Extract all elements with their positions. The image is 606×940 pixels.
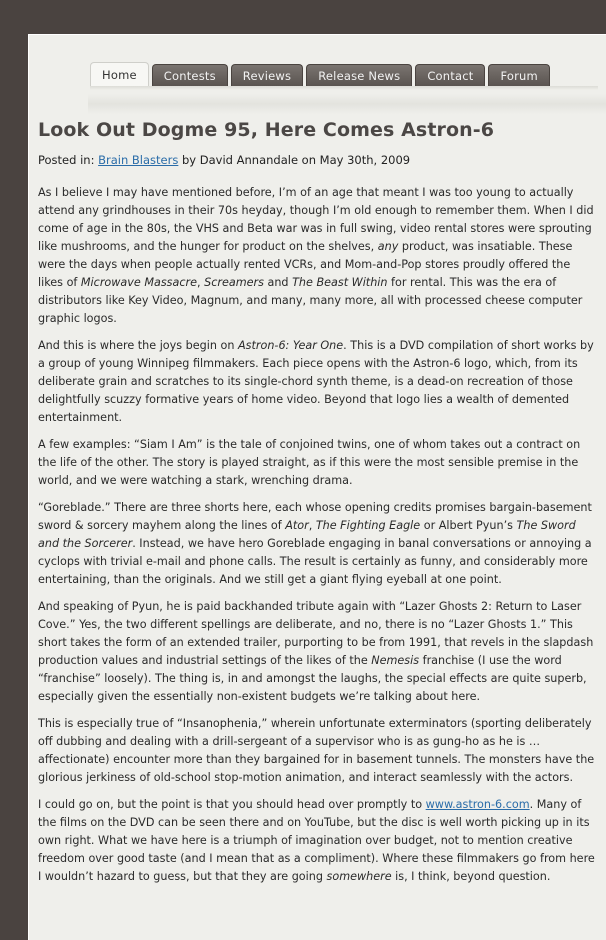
tab-contests[interactable]: Contests [152, 64, 228, 86]
paragraph-5: And speaking of Pyun, he is paid backhanded tribute again with “Lazer Ghosts 2: Return to Laser Cove.” Yes, the two different spellings are deliberate, and no, there is no “Lazer Ghosts 1.” This short takes the form of an extended trailer, purporting to be from 1991, that revels in the slapdash production values and industrial settings of the likes of the Nemesis franchise (I use the word “franchise” loosely). The thing is, in and amongst the laughs, the special effects are quite superb, especially given the essentially non-existent budgets we’re talking about here. [38, 600, 594, 703]
paragraph-6: This is especially true of “Insanophenia,” wherein unfortunate exterminators (sporting deliberately off dubbing and dealing with a drill-sergeant of a supervisor who is as gung-ho as he is … affectionate) encounter more than they bargained for in basement tunnels. The monsters have the glorious jerkiness of old-school stop-motion animation, and interact seamlessly with the actors. [38, 717, 595, 784]
paragraph-7: I could go on, but the point is that you should head over promptly to www.astron-6.com. Many of the films on the DVD can be seen there and on YouTube, but the disc is well worth picking up in its own right. What we have here is a triumph of imagination over budget, not to mention creative freedom over good taste (and I mean that as a compliment). Where these filmmakers go from here I wouldn’t hazard to guess, but that they are going somewhere is, I think, beyond question. [38, 798, 595, 883]
tab-reviews[interactable]: Reviews [231, 64, 303, 86]
paragraph-4: “Goreblade.” There are three shorts here, each whose opening credits promises bargain-basement sword & sorcery mayhem along the lines of Ator, The Fighting Eagle or Albert Pyun’s The Sword and the Sorcerer. Instead, we have hero Goreblade engaging in banal conversations or annoying a cyclops with trivial e-mail and phone calls. The result is certainly as funny, and considerably more entertaining, than the originals. And we still get a giant flying eyeball at one point. [38, 501, 592, 586]
tab-forum[interactable]: Forum [488, 64, 549, 86]
paragraph-2: And this is where the joys begin on Astron-6: Year One. This is a DVD compilation of short works by a group of young Winnipeg filmmakers. Each piece opens with the Astron-6 logo, which, from its deliberate grain and scratches to its single-chord synth theme, is a dead-on recreation of those delightfully scuzzy formative years of home video. Beyond that logo lies a wealth of demented entertainment. [38, 339, 594, 424]
page-container [28, 34, 606, 940]
tab-contact[interactable]: Contact [415, 64, 485, 86]
astron6-link[interactable]: www.astron-6.com [425, 798, 530, 811]
post-byline: by David Annandale on May 30th, 2009 [182, 153, 411, 167]
post-meta [38, 153, 410, 167]
paragraph-1: As I believe I may have mentioned before, I’m of an age that meant I was too young to actually attend any grindhouses in their 70s heyday, though I’m old enough to remember them. When I did come of age in the 80s, the VHS and Beta war was in full swing, video rental stores were sprouting like mushrooms, and the hunger for product on the shelves, any product, was insatiable. These were the days when people actually rented VCRs, and Mom-and-Pop stores proudly offered the likes of Microwave Massacre, Screamers and The Beast Within for rental. This was the era of distributors like Key Video, Magnum, and many, many more, all with processed cheese computer graphic logos. [38, 186, 594, 325]
tab-release-news[interactable]: Release News [306, 64, 412, 86]
category-link[interactable]: Brain Blasters [98, 153, 179, 167]
post-title[interactable]: Look Out Dogme 95, Here Comes Astron-6 [38, 119, 495, 141]
paragraph-3: A few examples: “Siam I Am” is the tale of conjoined twins, one of whom takes out a contract on the life of the other. The story is played straight, as if this were the most sensible premise in the world, and we were watching a stark, wrenching drama. [38, 438, 581, 487]
tab-home[interactable]: Home [90, 62, 149, 86]
main-nav [90, 64, 553, 86]
post-body [38, 184, 598, 895]
posted-in-label: Posted in: [38, 153, 95, 167]
